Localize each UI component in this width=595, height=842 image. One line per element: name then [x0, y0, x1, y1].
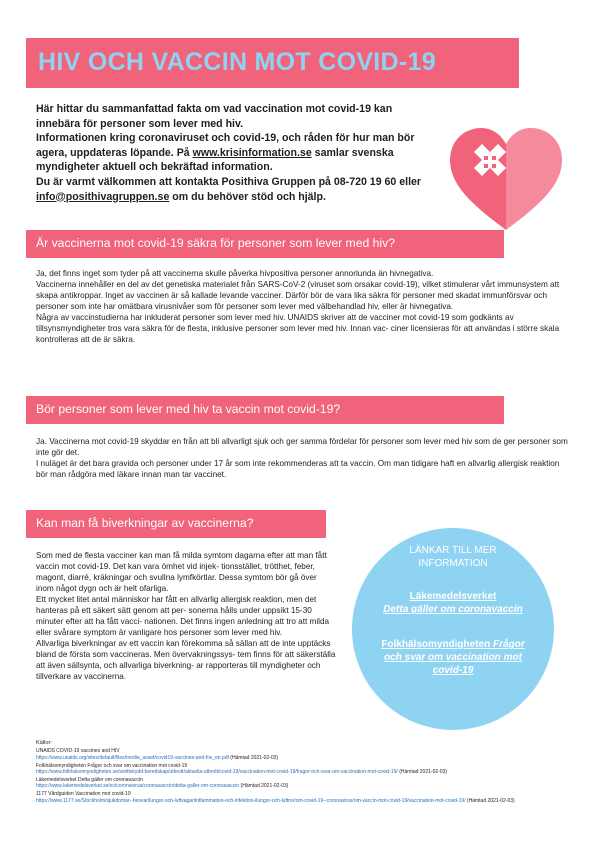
- sources: [36, 740, 566, 806]
- source-item: [36, 763, 566, 776]
- heart-with-bandage-icon: [448, 126, 564, 234]
- lakemedelsverket-link[interactable]: [352, 590, 554, 616]
- source-url[interactable]: https://www.folkhalsomyndigheten.se/smittskydd-beredskap/utbrott/aktuella-utbrott/covid-19/vaccination-mot-covid-19/fragor-och-svar-om-vaccination-mot-covid-19/: [36, 769, 398, 776]
- intro-text: [36, 102, 436, 204]
- section-1-header: [26, 230, 504, 258]
- intro-line-3a: Du är varmt välkommen att kontakta Posithiva Gruppen på 08-720 19 60 eller: [36, 175, 422, 188]
- lakemedelsverket-link-text: Detta gäller om coronavaccin: [383, 604, 523, 615]
- folkhalsomyndigheten-link-text: Frågor och svar om vaccination mot covid-19: [384, 639, 525, 676]
- source-title: UNAIDS COVID-19 vaccines and HIV: [36, 748, 120, 755]
- source-title: 1177 Vårdguiden Vaccination mot covid-19: [36, 791, 131, 798]
- section-2-paragraph: Ja. Vaccinerna mot covid-19 skyddar en från att bli allvarligt sjuk och ger samma fördelar för personer som lever med hiv som de ger personer som inte gör det.: [36, 437, 568, 457]
- section-3-header: [26, 510, 326, 538]
- section-3-paragraph: Allvarliga biverkningar av ett vaccin kan förekomma så sällan att de inte upptäcks bland de första som vaccineras. Men övervakningssys- tem finns för att säkerställa att även sällsynta, och allvarliga biverkning- ar rapporteras till myndigheter och tillverkare av vaccinerna.: [36, 639, 336, 681]
- sources-heading: Källor:: [36, 740, 52, 746]
- section-2-paragraph: I nuläget är det bara gravida och personer under 17 år som inte rekommenderas att ta vaccin. Om man tidigare haft en allvarlig allergisk reaktion bör man rådgöra med läkare innan man tar vaccinet.: [36, 459, 560, 479]
- section-1-body: [36, 268, 568, 345]
- title-banner: [26, 38, 519, 88]
- section-1-paragraph: Några av vaccinstudierna har inkluderat personer som lever med hiv. UNAIDS skriver att de vacciner mot covid-19 som godkänts av tillsynsmyndigheter tros vara säkra för de flesta, inklusive personer som lever med hiv. Innan vac- ciner licensieras för att användas i större skala kontrolleras att de är säkra.: [36, 313, 560, 344]
- intro-line-3b: om du behöver stöd och hjälp.: [172, 190, 326, 203]
- source-item: [36, 777, 566, 790]
- section-3-paragraph: Ett mycket litet antal människor har fått en allvarlig allergisk reaktion, men det hanteras på ett säkert sätt genom att per- sonerna hålls under uppsikt 15-30 minuter efter att ha fått vacci- nationen. Det finns ingen anledning att tro att milda eller svårare symptom är vanligare hos personer som lever med hiv.: [36, 595, 330, 637]
- krisinformation-link[interactable]: www.krisinformation.se: [192, 146, 312, 159]
- intro-line-1: Här hittar du sammanfattad fakta om vad vaccination mot covid-19 kan innebära för personer som lever med hiv.: [36, 103, 393, 130]
- section-2-header: [26, 396, 504, 424]
- links-circle: [352, 528, 554, 730]
- links-title: LÄNKAR TILL MER INFORMATION: [409, 545, 497, 569]
- intro-line-2b: samlar svenska myndigheter aktuell och bekräftad information.: [36, 146, 394, 174]
- folkhalsomyndigheten-org: Folkhälsomyndigheten: [381, 639, 491, 650]
- source-fetched: (Hämtad 2021-02-03): [240, 783, 289, 790]
- source-url[interactable]: https://www.1177.se/Stockholm/sjukdomar--besvar/lungor-och-luftvagar/inflammation-och-infektion-ilungor-och-luftror/om-covid-19--coronavirus/om-vaccin-mot-covid-19/vaccination-mot-covid-19/: [36, 797, 466, 804]
- page-title: HIV OCH VACCIN MOT COVID-19: [38, 48, 436, 76]
- section-2-body: [36, 436, 568, 480]
- source-fetched: (Hämtad 2021-02-03): [230, 754, 279, 761]
- source-url[interactable]: https://www.lakemedelsverket.se/sv/coronavirus/coronavaccin/detta-galler-om-coronavaccin: [36, 783, 240, 790]
- source-title: Läkemedelsverket Detta gäller om coronavaccin: [36, 777, 143, 784]
- source-item: [36, 791, 566, 804]
- section-1-heading: Är vaccinerna mot covid-19 säkra för personer som lever med hiv?: [36, 236, 396, 250]
- source-url[interactable]: https://www.unaids.org/sites/default/files/media_asset/covid19-vaccines-and-hiv_en.pdf: [36, 754, 229, 761]
- lakemedelsverket-org: Läkemedelsverket: [409, 591, 497, 602]
- source-fetched: (Hämtad 2021-02-03): [466, 797, 515, 804]
- section-2-heading: Bör personer som lever med hiv ta vaccin mot covid-19?: [36, 402, 341, 416]
- section-1-paragraph: Ja, det finns inget som tyder på att vaccinerna skulle påverka hivpositiva personer annorlunda än hivnegativa.: [36, 269, 434, 278]
- section-3-paragraph: Som med de flesta vacciner kan man få milda symtom dagarna efter att man fått vaccin mot covid-19. Det kan vara ömhet vid injek- tionsstället, trötthet, feber, magont, diarré, kräkningar och svullna lymfkörtlar. Dessa symtom bör gå över inom något dygn och är helt ofarliga.: [36, 551, 327, 593]
- section-3-body: [36, 550, 336, 682]
- intro-line-2a: Informationen kring coronaviruset och covid-19, och råden för hur man bör agera, uppdateras löpande. På: [36, 132, 415, 159]
- source-fetched: (Hämtad 2021-02-03): [399, 769, 448, 776]
- email-link[interactable]: info@posithivagruppen.se: [36, 190, 170, 203]
- source-item: [36, 748, 566, 761]
- section-3-heading: Kan man få biverkningar av vaccinerna?: [36, 516, 254, 530]
- source-title: Folkhälsomyndigheten Frågor och svar om vaccination mot covid-19: [36, 762, 188, 769]
- section-1-paragraph: Vaccinerna innehåller en del av det genetiska materialet från SARS-CoV-2 (viruset som orsakar covid-19), vilket stimulerar vårt immunsystem att skapa antikroppar. Inget av vaccinen är så kallade levande vacciner. Därför bör de vara lika säkra för personer med skadat immunförsvar och personer som inte har omätbara virusnivåer som för personer som lever med välbehandlad hiv, eller är hivnegativa.: [36, 280, 560, 311]
- folkhalsomyndigheten-link[interactable]: [352, 638, 554, 677]
